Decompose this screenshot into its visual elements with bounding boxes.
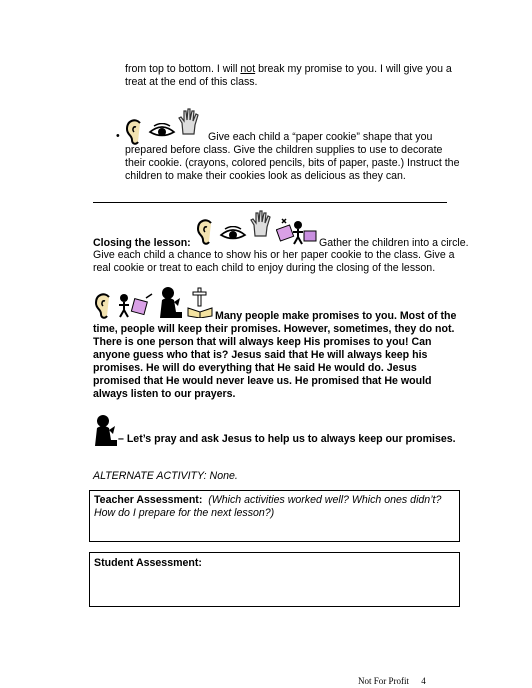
intro-text-not: not — [240, 63, 256, 75]
intro-text-b: break my promise to you. I will give you a — [255, 63, 452, 75]
bullet-line1: Give each child a “paper cookie” shape that you — [208, 131, 433, 143]
closing-rest: Give each child a chance to show his or her paper cookie to the class. Give a real cookie or treat to each child to enjoy during the closing of the lesson. — [93, 249, 455, 274]
ear-icon — [93, 292, 115, 320]
ear-icon — [124, 118, 146, 146]
student-assessment-label: Student Assessment: — [94, 557, 202, 569]
teacher-assessment-box[interactable] — [89, 490, 460, 542]
section-divider — [93, 202, 447, 203]
intro-text-line2: treat at the end of this class. — [125, 76, 258, 88]
message-rest: time, people will keep their promises. However, sometimes, they do not. There is one person that will always keep His promises to you! Can anyone guess who that is? Jesus said that He will always keep his promises. He will do everything that He said He would do. Jesus promised that He would never leave us. He promised that He would always listen to our prayers. — [93, 323, 455, 400]
student-assessment-box[interactable] — [89, 552, 460, 607]
hand-icon — [250, 208, 274, 238]
prayer-text: – Let’s pray and ask Jesus to help us to always keep our promises. — [118, 433, 456, 445]
hand-icon — [178, 106, 202, 136]
closing-label: Closing the lesson: — [93, 237, 191, 249]
teacher-assessment-prompt2: How do I prepare for the next lesson?) — [94, 507, 275, 519]
teacher-assessment-label: Teacher Assessment: — [94, 494, 203, 506]
ear-icon — [195, 218, 217, 246]
alternate-activity: ALTERNATE ACTIVITY: None. — [93, 470, 238, 482]
bullet-symbol: • — [116, 130, 120, 142]
intro-text-a: from top to bottom. I will — [125, 63, 241, 75]
bullet-rest: prepared before class. Give the children supplies to use to decorate their cookie. (crayons, colored pencils, bits of paper, paste.) Instruct the children to make their cookies look as delicious as they can. — [125, 144, 460, 182]
bible-cross-icon — [186, 286, 214, 318]
closing-first: Gather the children into a circle. — [319, 237, 469, 249]
eye-icon — [148, 123, 176, 140]
praying-child-icon — [91, 414, 119, 448]
message-first: Many people make promises to you. Most of the — [215, 310, 457, 322]
gift-icon — [276, 217, 318, 245]
eye-icon — [219, 226, 247, 243]
praying-child-icon — [156, 286, 186, 320]
intro-paragraph — [125, 63, 465, 89]
gift-icon — [116, 290, 156, 320]
teacher-assessment-text — [94, 494, 456, 520]
page-number: 4 — [421, 676, 426, 686]
footer-label: Not For Profit — [358, 676, 410, 686]
footer-text — [358, 676, 426, 686]
teacher-assessment-prompt: (Which activities worked well? Which ones didn’t? — [208, 494, 442, 506]
